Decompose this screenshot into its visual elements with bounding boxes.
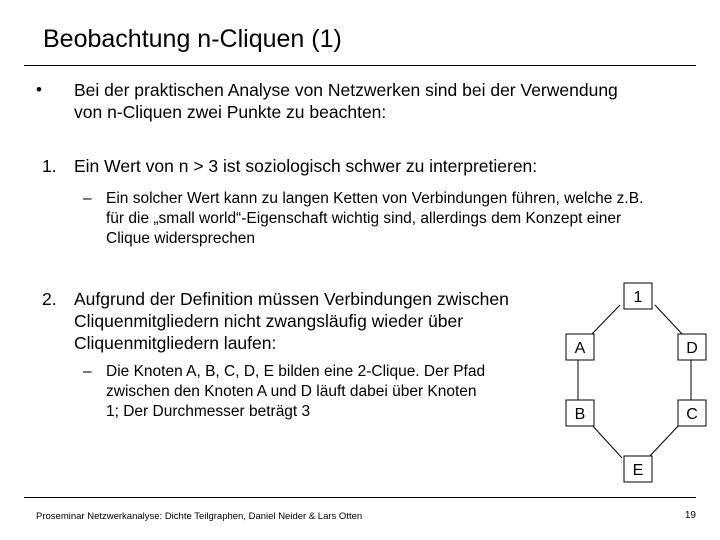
bullet-marker: • — [36, 80, 42, 99]
edge-B-E — [591, 424, 622, 458]
graph-edges — [578, 305, 691, 458]
item-2-number: 2. — [42, 289, 57, 309]
footer-divider — [24, 497, 696, 498]
node-C-label: C — [686, 406, 698, 423]
footer-text: Proseminar Netzwerkanalyse: Dichte Teilgraphen, Daniel Neider & Lars Otten — [36, 511, 363, 522]
node-E-label: E — [632, 462, 644, 479]
node-1-label: 1 — [633, 289, 643, 306]
edge-C-E — [648, 424, 680, 458]
intro-bullet-text: Bei der praktischen Analyse von Netzwerken sind bei der Verwendung von n-Cliquen zwei Punkte zu beachten: — [74, 80, 618, 122]
edge-1-A — [591, 305, 620, 335]
item-2-text: Aufgrund der Definition müssen Verbindungen zwischen Cliquenmitgliedern nicht zwangsläufig wieder über Cliquenmitgliedern laufen: — [74, 289, 509, 353]
item-1-text: Ein Wert von n > 3 ist soziologisch schwer zu interpretieren: — [74, 156, 538, 176]
item-1-sub-marker: – — [83, 190, 92, 207]
item-2-sub-marker: – — [83, 363, 92, 380]
edge-1-D — [655, 305, 683, 335]
node-A-label: A — [574, 340, 586, 357]
node-D-label: D — [686, 340, 698, 357]
item-1-sub-text: Ein solcher Wert kann zu langen Ketten von Verbindungen führen, welche z.B. für die „small world“-Eigenschaft wichtig sind, allerdings dem Konzept einer Clique widersprechen — [106, 190, 644, 247]
item-2-sub-text: Die Knoten A, B, C, D, E bilden eine 2-Clique. Der Pfad zwischen den Knoten A und D läuft dabei über Knoten 1; Der Durchmesser beträgt 3 — [106, 363, 486, 420]
item-1-number: 1. — [42, 156, 57, 176]
node-B-label: B — [574, 406, 586, 423]
slide-title: Beobachtung n-Cliquen (1) — [43, 25, 342, 53]
page-number: 19 — [684, 510, 696, 521]
